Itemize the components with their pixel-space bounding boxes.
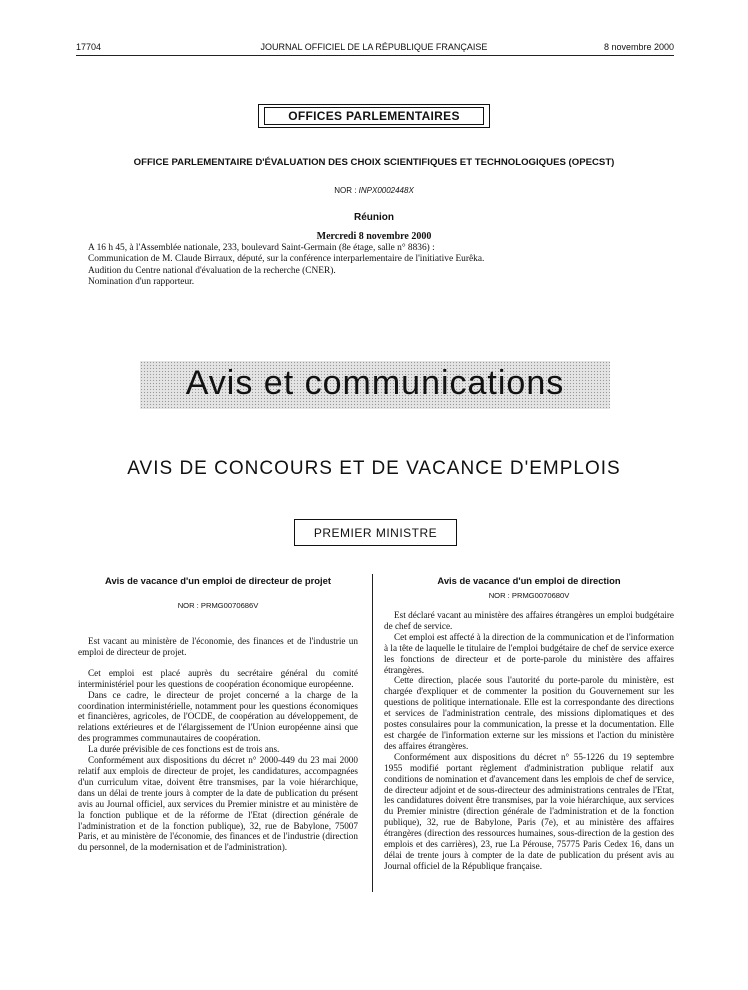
paragraph: Conformément aux dispositions du décret n° 55-1226 du 19 septembre 1955 modifié portant règlement d'administration publique relatif aux conditions de nomination et d'avancement dans les emplois de chef de service, de directeur adjoint et de sous-directeur des administrations centrales de l'Etat, les candidatures doivent être transmises, par la voie hiérarchique, aux services du Premier ministre (direction générale de l'administration et de la fonction publique), 32, rue de Babylone, Paris (7e), et au ministère des affaires étrangères (direction des ressources humaines, sous-direction de la gestion des emplois et des carrières), 23, rue La Pérouse, 75775 Paris Cedex 16, dans un délai de trente jours à compter de la date de publication du présent avis au Journal officiel de la République française. xyxy=(384,751,674,871)
nor-label: NOR : xyxy=(334,186,359,195)
column-divider xyxy=(372,574,373,892)
journal-title: JOURNAL OFFICIEL DE LA RÉPUBLIQUE FRANÇAISE xyxy=(260,42,488,52)
paragraph: Cet emploi est placé auprès du secrétaire général du comité interministériel pour les questions de coopération économique européenne. xyxy=(78,667,358,689)
right-article-nor: NOR : PRMG0070680V xyxy=(488,591,570,600)
paragraph: Cette direction, placée sous l'autorité du porte-parole du ministère, est chargée d'expliquer et de commenter la position du Gouvernement sur les questions de politique internationale. Elle est la correspondante des directions et services de l'administration centrale, des missions diplomatiques et des postes consulaires pour la communication, la presse et la documentation. Elle est chargée de l'information externe sur les missions et l'action du ministère des affaires étrangères. xyxy=(384,675,674,751)
agenda-item: A 16 h 45, à l'Assemblée nationale, 233, boulevard Saint-Germain (8e étage, salle n° 8836) : xyxy=(88,243,435,253)
paragraph: Est vacant au ministère de l'économie, des finances et de l'industrie un emploi de directeur de projet. xyxy=(78,636,358,657)
left-article-nor: NOR : PRMG0070686V xyxy=(177,601,259,610)
offices-box xyxy=(258,104,490,128)
left-article-title: Avis de vacance d'un emploi de directeur de projet xyxy=(105,575,331,586)
meeting-date: Mercredi 8 novembre 2000 xyxy=(316,231,432,242)
paragraph: Est déclaré vacant au ministère des affaires étrangères un emploi budgétaire de chef de service. xyxy=(384,610,674,631)
ministry-box: PREMIER MINISTRE xyxy=(294,519,457,546)
right-article-title: Avis de vacance d'un emploi de direction xyxy=(437,575,621,586)
header-date: 8 novembre 2000 xyxy=(603,42,674,52)
paragraph: Dans ce cadre, le directeur de projet concerné a la charge de la coordination interministérielle, notamment pour les questions économiques et financières, agricoles, de l'OCDE, de coopération au développement, de relations extérieures et de l'élargissement de l'Union européenne ainsi que des programmes communautaires de coopération. xyxy=(78,689,358,744)
agenda-item: Communication de M. Claude Birraux, député, sur la conférence interparlementaire de l'initiative Eurêka. xyxy=(88,254,485,265)
paragraph: Conformément aux dispositions du décret n° 2000-449 du 23 mai 2000 relatif aux emplois de directeur de projet, les candidatures, accompagnées d'un curriculum vitae, doivent être transmises, par la voie hiérarchique, dans un délai de trente jours à compter de la date de publication du présent avis au Journal officiel, aux services du Premier ministre et au ministère de la fonction publique et de la réforme de l'Etat (direction générale de l'administration et de la fonction publique), 32, rue de Babylone, 75007 Paris, et au ministère de l'économie, des finances et de l'industrie (direction du personnel, de la modernisation et de l'administration). xyxy=(78,755,358,853)
left-article-body xyxy=(78,636,358,853)
paragraph: Cet emploi est affecté à la direction de la communication et de l'information à la tête de laquelle le titulaire de l'emploi budgétaire de chef de service exerce les fonctions de directeur et de porte-parole du ministère des affaires étrangères. xyxy=(384,631,674,675)
reunion-heading: Réunion xyxy=(354,212,394,223)
agenda-item: Audition du Centre national d'évaluation de la recherche (CNER). xyxy=(88,265,336,276)
right-article-body xyxy=(384,610,674,872)
nor-code: INPX0002448X xyxy=(358,186,414,195)
header-rule xyxy=(76,55,674,56)
paragraph: La durée prévisible de ces fonctions est de trois ans. xyxy=(88,744,280,755)
agenda-item: Nomination d'un rapporteur. xyxy=(88,277,195,288)
page-number: 17704 xyxy=(76,42,102,52)
office-nor xyxy=(0,186,748,195)
banner-title: Avis et communications xyxy=(185,364,565,402)
offices-box-title: OFFICES PARLEMENTAIRES xyxy=(264,107,484,125)
section-title: AVIS DE CONCOURS ET DE VACANCE D'EMPLOIS xyxy=(127,458,621,479)
office-name: OFFICE PARLEMENTAIRE D'ÉVALUATION DES CHOIX SCIENTIFIQUES ET TECHNOLOGIQUES (OPECST) xyxy=(133,157,615,168)
agenda xyxy=(88,243,688,289)
